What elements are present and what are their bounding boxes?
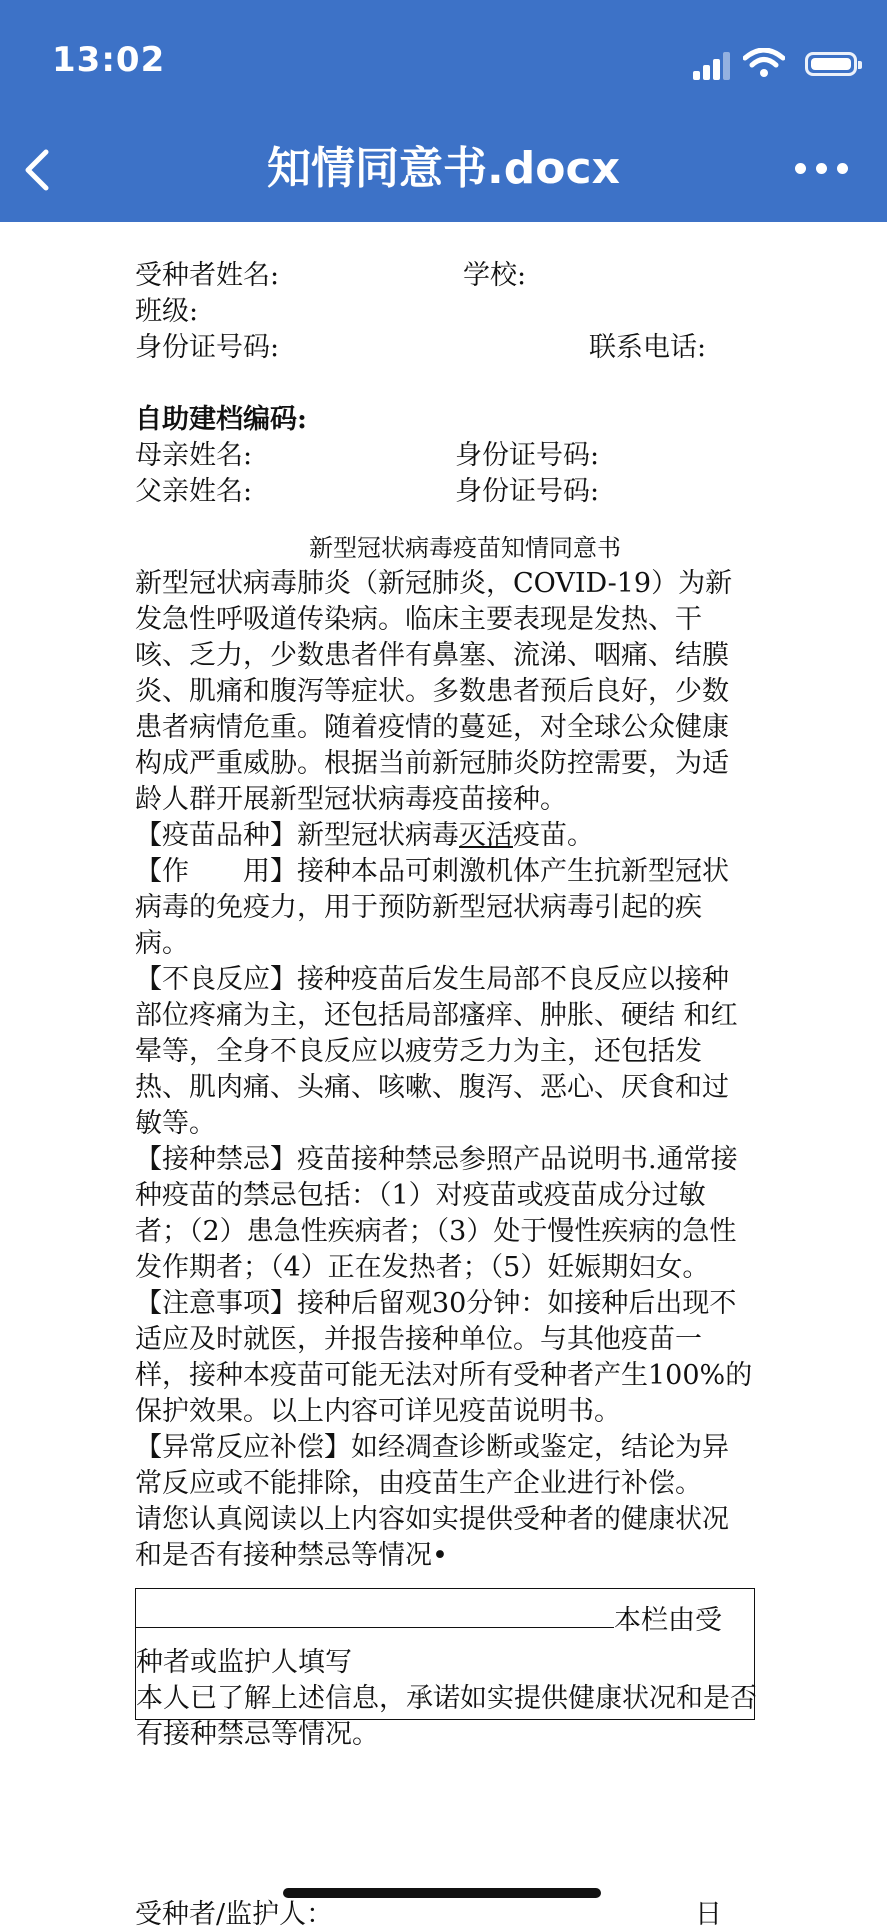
day-label: 日	[695, 1899, 722, 1930]
class-label: 班级:	[135, 296, 199, 327]
father-id-label: 身份证号码:	[455, 476, 600, 507]
phone-label: 联系电话:	[589, 332, 707, 363]
battery-icon	[805, 52, 857, 76]
id-label: 身份证号码:	[135, 332, 280, 363]
fill-line	[136, 1627, 614, 1628]
document-body	[135, 258, 757, 1750]
contraindication-paragraph: 【接种禁忌】疫苗接种禁忌参照产品说明书.通常接种疫苗的禁忌包括：（1）对疫苗或疫苗成分过敏者；（2）患急性疾病者；（3）处于慢性疾病的急性发作期者；（4）正在发热者；（5）妊娠期妇女。	[135, 1144, 738, 1283]
box-note: 本栏由受	[614, 1605, 722, 1636]
cellular-signal-icon	[693, 52, 733, 80]
mother-id-label: 身份证号码:	[455, 440, 600, 471]
school-label: 学校:	[463, 260, 527, 291]
effect-paragraph: 【作 用】接种本品可刺激机体产生抗新型冠状病毒的免疫力，用于预防新型冠状病毒引起的疾病。	[135, 856, 729, 959]
app-header	[0, 0, 887, 222]
guardian-label: 受种者/监护人：	[135, 1899, 334, 1930]
adverse-reaction-paragraph: 【不良反应】接种疫苗后发生局部不良反应以接种部位疼痛为主，还包括局部瘙痒、肿胀、硬结 和红晕等，全身不良反应以疲劳乏力为主，还包括发热、肌肉痛、头痛、咳嗽、腹泻、恶心、厌食和过敏等。	[135, 964, 738, 1139]
vaccine-type: 灭活	[459, 820, 513, 851]
file-code-label: 自助建档编码:	[135, 404, 307, 435]
page-title: 知情同意书.docx	[267, 143, 620, 194]
reminder-paragraph: 请您认真阅读以上内容如实提供受种者的健康状况和是否有接种禁忌等情况•	[135, 1504, 729, 1571]
wifi-icon	[743, 48, 785, 78]
status-time: 13:02	[52, 40, 166, 80]
more-options-icon[interactable]	[795, 160, 849, 176]
status-icons	[687, 48, 857, 80]
statement-text: 种者或监护人填写 本人已了解上述信息，承诺如实提供健康状况和是否有接种禁忌等情况。	[136, 1647, 757, 1750]
vaccine-variety-paragraph: 【疫苗品种】新型冠状病毒灭活疫苗。	[135, 820, 594, 851]
father-name-label: 父亲姓名:	[135, 476, 253, 507]
home-indicator[interactable]	[283, 1888, 601, 1898]
name-label: 受种者姓名:	[135, 260, 280, 291]
precautions-paragraph: 【注意事项】接种后留观30分钟：如接种后出现不适应及时就医，并报告接种单位。与其他疫苗一样，接种本疫苗可能无法对所有受种者产生100%的保护效果。以上内容可详见疫苗说明书。	[135, 1288, 753, 1427]
mother-name-label: 母亲姓名:	[135, 440, 253, 471]
guardian-statement-box	[135, 1588, 757, 1750]
compensation-paragraph: 【异常反应补偿】如经凋查诊断或鉴定，结论为异常反应或不能排除，由疫苗生产企业进行补偿。	[135, 1432, 729, 1499]
back-chevron-icon[interactable]	[18, 146, 58, 194]
intro-paragraph: 新型冠状病毒肺炎（新冠肺炎，COVID-19）为新发急性呼吸道传染病。临床主要表现是发热、干咳、乏力，少数患者伴有鼻塞、流涕、咽痛、结膜炎、肌痛和腹泻等症状。多数患者预后良好，少数患者病情危重。随着疫情的蔓延，对全球公众健康构成严重威胁。根据当前新冠肺炎防控需要，为适龄人群开展新型冠状病毒疫苗接种。	[135, 568, 733, 815]
document-heading: 新型冠状病毒疫苗知情同意书	[309, 534, 621, 562]
